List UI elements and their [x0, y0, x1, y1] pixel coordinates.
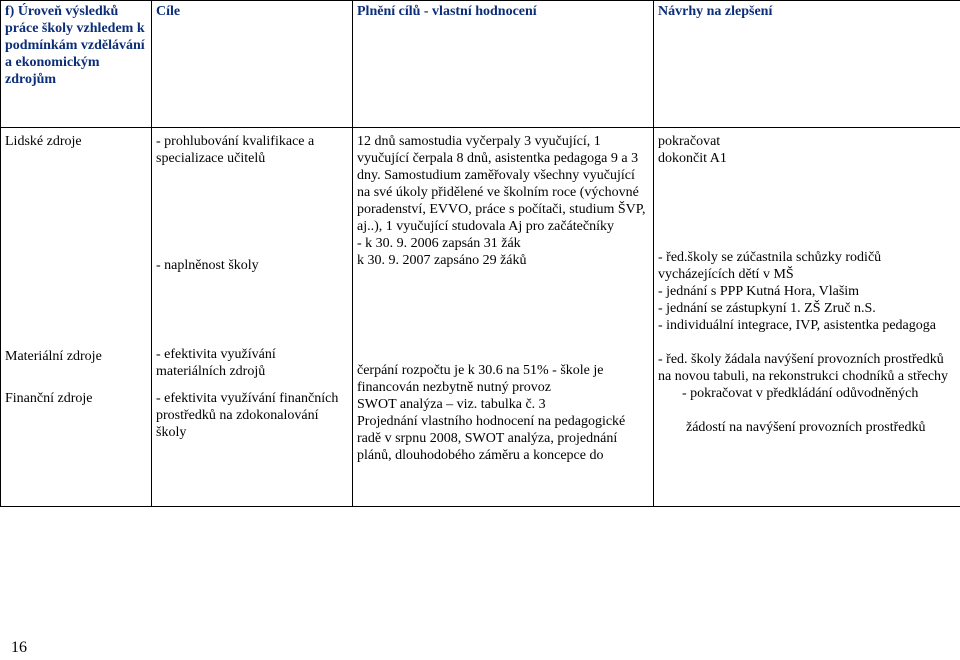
resource-human: Lidské zdroje	[5, 134, 82, 149]
aim-material: - efektivita využívání materiálních zdrojů	[156, 347, 276, 379]
proposals-cell	[654, 128, 960, 507]
proposal-zs: - jednání se zástupkyní 1. ZŠ Zruč n.S.	[658, 301, 876, 316]
proposal-continue-requests: - pokračovat v předkládání odůvodněných	[682, 386, 919, 401]
resources-cell	[1, 128, 152, 507]
header-area: f) Úroveň výsledků práce školy vzhledem k podmínkám vzdělávání a ekonomickým zdrojům	[1, 1, 152, 128]
table-header-row	[1, 1, 960, 128]
evaluation-cell	[353, 128, 654, 507]
proposal-parents-meeting: - řed.školy se zúčastnila schůzky rodičů vycházejících dětí v MŠ	[658, 250, 882, 282]
eval-enrolment-2006: - k 30. 9. 2006 zapsán 31 žák	[357, 236, 521, 251]
resource-financial: Finanční zdroje	[5, 391, 93, 406]
eval-budget: čerpání rozpočtu je k 30.6 na 51% - škole je financován nezbytně nutný provoz	[357, 363, 604, 395]
page-number: 16	[11, 639, 27, 656]
proposal-integration: - individuální integrace, IVP, asistentka pedagoga	[658, 318, 936, 333]
proposal-funding-request: - řed. školy žádala navýšení provozních prostředků na novou tabuli, na rekonstrukci chodníků a střechy	[658, 352, 949, 384]
eval-swot: SWOT analýza – viz. tabulka č. 3	[357, 397, 546, 412]
eval-self-study: 12 dnů samostudia vyčerpaly 3 vyučující, 1 vyučující čerpala 8 dnů, asistentka pedagoga 9 a 3 dny. Samostudium zaměřovaly všechny vyučující na své úkoly přidělené ve školním roce (výchovné poradenství, EVVO, práce s počítači, studium ŠVP, aj..), 1 vyučující studovala Aj pro začátečníky	[357, 134, 646, 234]
aim-qualification: - prohlubování kvalifikace a specializace učitelů	[156, 134, 315, 166]
aims-cell	[152, 128, 353, 507]
header-proposals: Návrhy na zlepšení	[654, 1, 960, 128]
eval-discussion: Projednání vlastního hodnocení na pedagogické radě v srpnu 2008, SWOT analýza, projednání plánů, dlouhodobého záměru a koncepce do	[357, 414, 626, 463]
resource-material: Materiální zdroje	[5, 349, 102, 364]
aim-financial: - efektivita využívání finančních prostředků na zdokonalování školy	[156, 391, 339, 440]
aim-occupancy: - naplněnost školy	[156, 258, 259, 273]
proposal-ppp: - jednání s PPP Kutná Hora, Vlašim	[658, 284, 860, 299]
proposal-continue: pokračovat	[658, 134, 721, 149]
header-evaluation: Plnění cílů - vlastní hodnocení	[353, 1, 654, 128]
table-row	[1, 128, 960, 507]
proposal-finish: dokončit A1	[658, 151, 727, 166]
proposal-requests: žádostí na navýšení provozních prostředků	[686, 420, 926, 435]
eval-enrolment-2007: k 30. 9. 2007 zapsáno 29 žáků	[357, 253, 527, 268]
header-aims: Cíle	[152, 1, 353, 128]
